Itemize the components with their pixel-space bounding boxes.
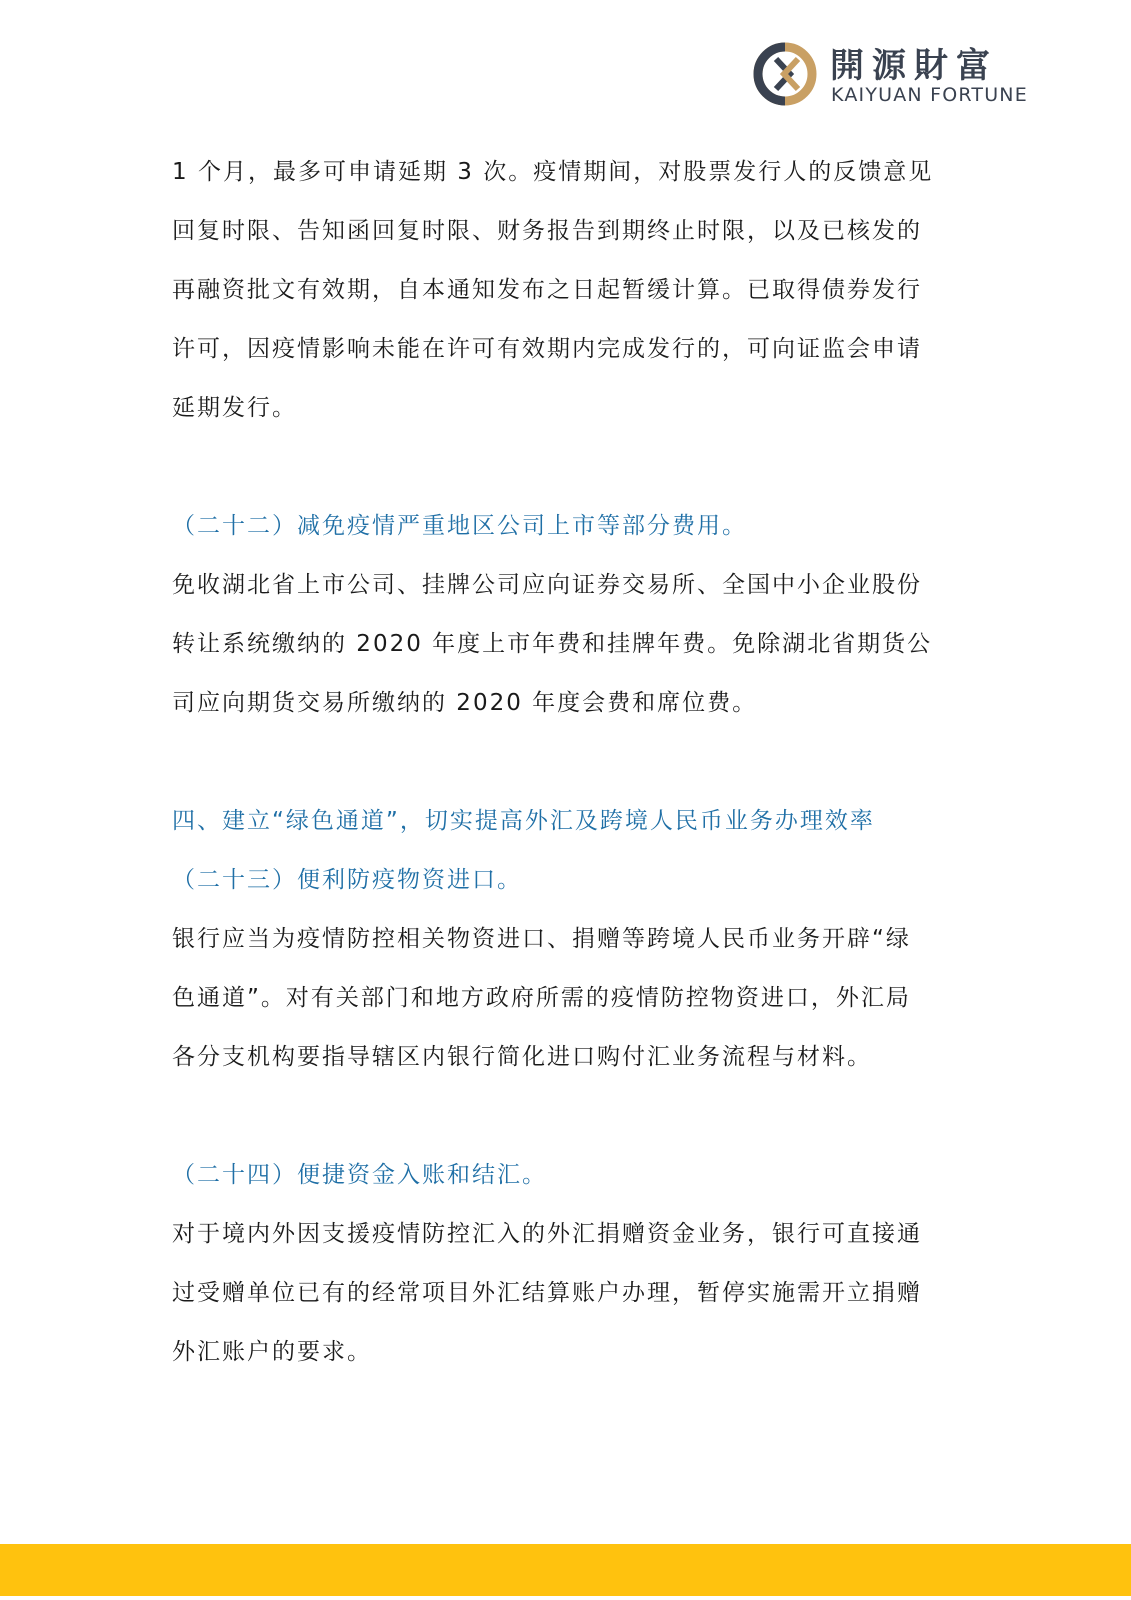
- footer-bar: [0, 1544, 1131, 1596]
- spacer: [172, 733, 962, 792]
- spacer: [172, 438, 962, 497]
- section-heading-4: 四、建立“绿色通道”，切实提高外汇及跨境人民币业务办理效率: [172, 808, 875, 834]
- text-line: 银行应当为疫情防控相关物资进口、捐赠等跨境人民币业务开辟“绿: [172, 926, 911, 952]
- text-line: 各分支机构要指导辖区内银行简化进口购付汇业务流程与材料。: [172, 1044, 872, 1070]
- paragraph-22: [172, 556, 962, 733]
- text-line: 回复时限、告知函回复时限、财务报告到期终止时限，以及已核发的: [172, 218, 922, 244]
- heading-item-23: （二十三）便利防疫物资进口。: [172, 867, 522, 893]
- logo-english-name: KAIYUAN FORTUNE: [831, 84, 1028, 106]
- text-line: 许可，因疫情影响未能在许可有效期内完成发行的，可向证监会申请: [172, 336, 922, 362]
- text-line: 再融资批文有效期，自本通知发布之日起暂缓计算。已取得债券发行: [172, 277, 922, 303]
- paragraph-21-continued: [172, 143, 962, 438]
- paragraph-24: [172, 1205, 962, 1382]
- kaiyuan-logo-icon: [752, 41, 818, 107]
- text-line: 免收湖北省上市公司、挂牌公司应向证券交易所、全国中小企业股份: [172, 572, 922, 598]
- text-line: 过受赠单位已有的经常项目外汇结算账户办理，暂停实施需开立捐赠: [172, 1280, 922, 1306]
- text-line: 对于境内外因支援疫情防控汇入的外汇捐赠资金业务，银行可直接通: [172, 1221, 922, 1247]
- brand-logo: [752, 38, 1052, 110]
- paragraph-23: [172, 910, 962, 1087]
- text-line: 色通道”。对有关部门和地方政府所需的疫情防控物资进口，外汇局: [172, 985, 911, 1011]
- document-body: [172, 143, 962, 1382]
- text-line: 延期发行。: [172, 395, 297, 421]
- text-line: 转让系统缴纳的 2020 年度上市年费和挂牌年费。免除湖北省期货公: [172, 631, 933, 657]
- heading-item-22: （二十二）减免疫情严重地区公司上市等部分费用。: [172, 513, 747, 539]
- text-line: 司应向期货交易所缴纳的 2020 年度会费和席位费。: [172, 690, 758, 716]
- text-line: 外汇账户的要求。: [172, 1339, 372, 1365]
- spacer: [172, 1087, 962, 1146]
- logo-chinese-name: 開源財富: [830, 46, 998, 86]
- text-line: 1 个月，最多可申请延期 3 次。疫情期间，对股票发行人的反馈意见: [172, 159, 934, 185]
- heading-item-24: （二十四）便捷资金入账和结汇。: [172, 1162, 547, 1188]
